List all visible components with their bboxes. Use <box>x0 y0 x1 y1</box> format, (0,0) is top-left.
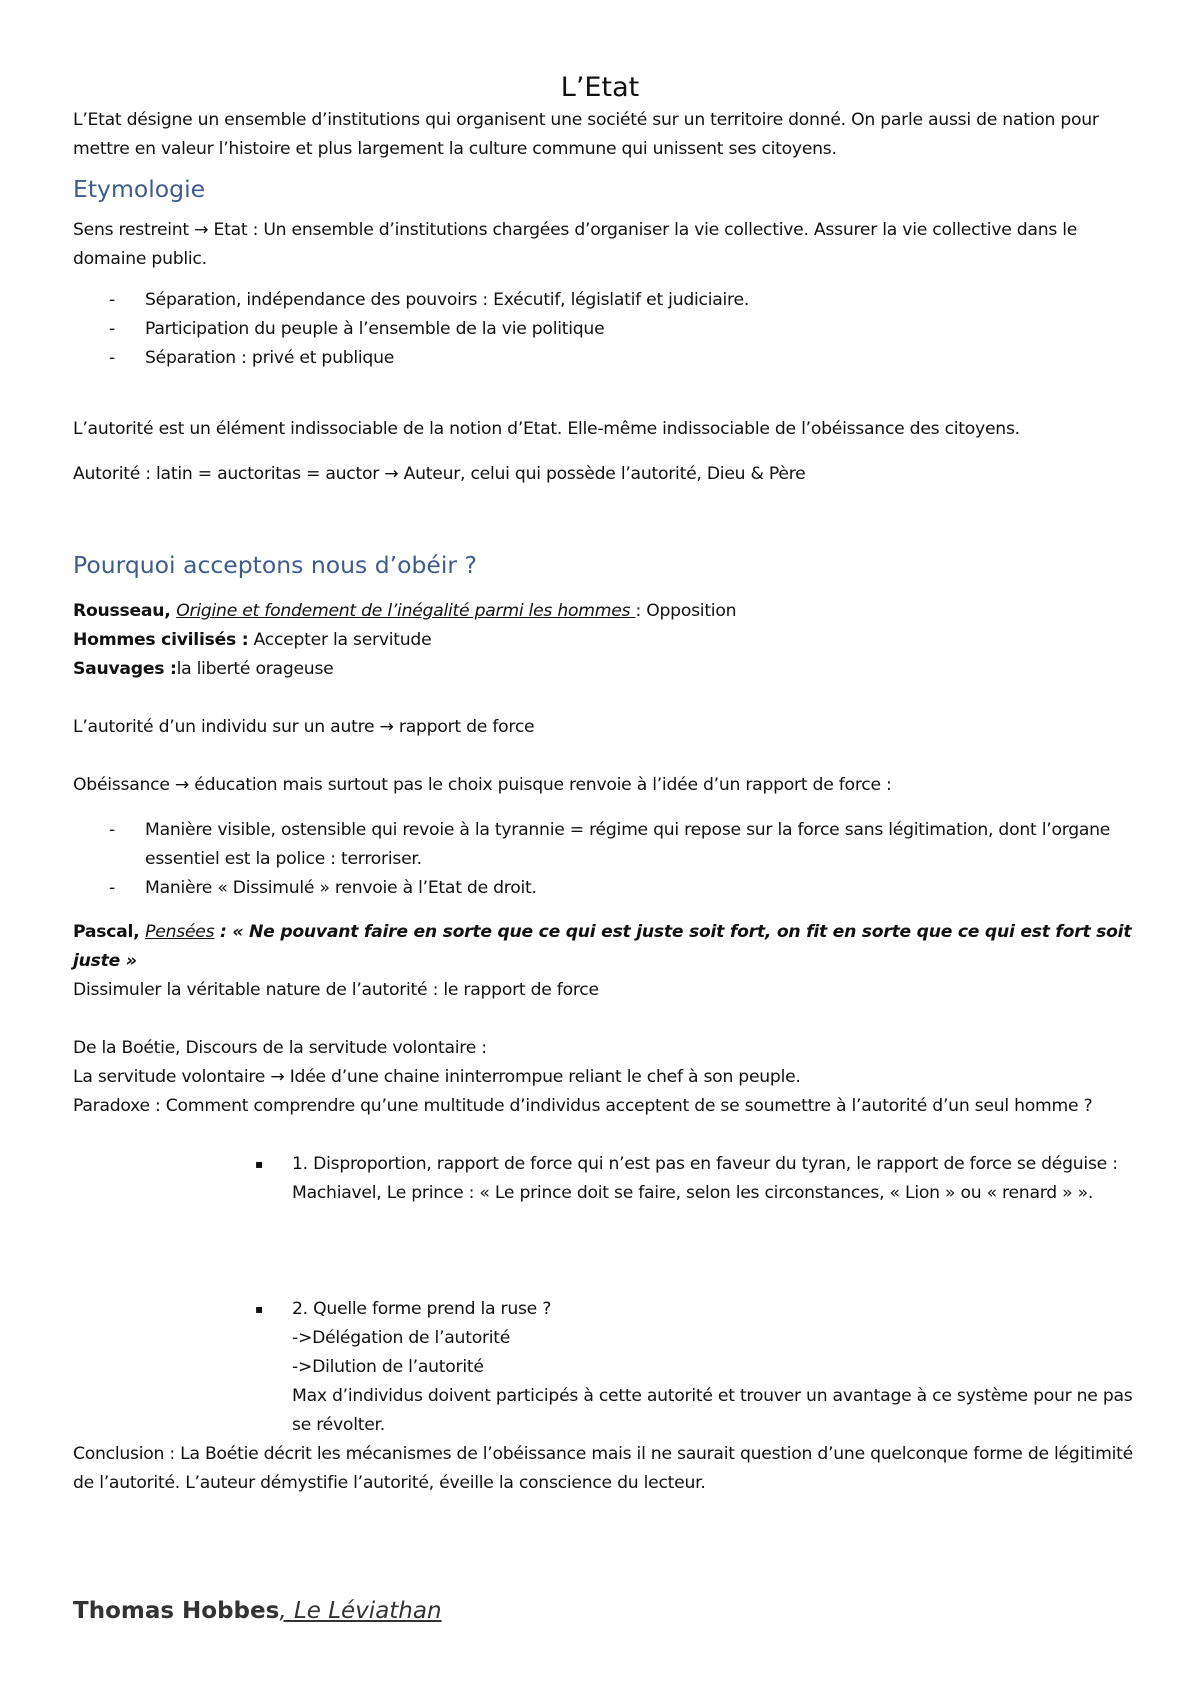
list-item-text: Participation du peuple à l’ensemble de la vie politique <box>145 319 605 339</box>
point-2-dilution: ->Dilution de l’autorité <box>292 1357 484 1377</box>
obeissance-result: éducation mais surtout pas le choix puisque renvoie à l’idée d’un rapport de force : <box>189 775 892 795</box>
manieres-list <box>73 816 1133 903</box>
list-item <box>73 874 1133 903</box>
list-item-text: Manière visible, ostensible qui revoie à la tyrannie = régime qui repose sur la force sans légitimation, dont l’organe essentiel est la police : terroriser. <box>145 820 1111 869</box>
point-1-block <box>255 1150 1135 1208</box>
work-title: , Le Léviathan <box>279 1598 442 1624</box>
sauvages-text: la liberté orageuse <box>176 659 334 679</box>
author-pascal: Pascal, <box>73 922 146 942</box>
point-2 <box>255 1295 1135 1324</box>
work-title: Origine et fondement de l’inégalité parmi les hommes <box>176 601 636 621</box>
obeissance-line <box>73 771 1133 800</box>
arrow-icon: → <box>174 775 190 795</box>
arrow-icon: → <box>379 717 394 737</box>
sauvages-line <box>73 655 1133 684</box>
civilises-label: Hommes civilisés : <box>73 630 249 650</box>
servitude-result: Idée d’une chaine ininterrompue reliant le chef à son peuple. <box>284 1067 801 1087</box>
rousseau-line <box>73 597 1133 626</box>
point-1-text: 1. Disproportion, rapport de force qui n’est pas en faveur du tyran, le rapport de force se déguise : <box>292 1154 1118 1174</box>
square-bullet-icon: ▪ <box>255 1157 263 1171</box>
dash-bullet-icon: - <box>109 290 115 310</box>
autorite-def-meaning: Auteur, celui qui possède l’autorité, Dieu & Père <box>398 464 806 484</box>
point-1 <box>255 1150 1135 1179</box>
paradoxe-paragraph: Paradoxe : Comment comprendre qu’une multitude d’individus acceptent de se soumettre à l’autorité d’un seul homme ? <box>73 1096 1093 1116</box>
autorite-paragraph: L’autorité est un élément indissociable de la notion d’Etat. Elle-même indissociable de l’obéissance des citoyens. <box>73 419 1020 439</box>
sens-restreint-paragraph <box>73 216 1133 274</box>
heading-pourquoi-obeir: Pourquoi acceptons nous d’obéir ? <box>73 551 478 579</box>
dash-bullet-icon: - <box>109 820 115 840</box>
point-1-machiavel: Machiavel, Le prince : « Le prince doit se faire, selon les circonstances, « Lion » ou « renard » ». <box>292 1183 1094 1203</box>
civilises-line <box>73 626 1133 655</box>
individu-line <box>73 713 1133 742</box>
arrow-icon: → <box>384 464 399 484</box>
author-rousseau: Rousseau, <box>73 601 177 621</box>
list-item-text: Séparation : privé et publique <box>145 348 395 368</box>
sens-restreint-definition: Etat : Un ensemble d’institutions chargées d’organiser la vie collective. Assurer la vie collective dans le domaine public. <box>73 220 1078 269</box>
point-2-block <box>255 1295 1135 1440</box>
individu-text: L’autorité d’un individu sur un autre <box>73 717 380 737</box>
arrow-icon: → <box>270 1067 285 1087</box>
point-2-text: 2. Quelle forme prend la ruse ? <box>292 1299 552 1319</box>
intro-paragraph: L’Etat désigne un ensemble d’institutions qui organisent une société sur un territoire donné. On parle aussi de nation pour mettre en valeur l’histoire et plus largement la culture commune qui unissent ses citoyens. <box>73 110 1099 159</box>
conclusion-paragraph: Conclusion : La Boétie décrit les mécanismes de l’obéissance mais il ne saurait question d’une quelconque forme de légitimité de l’autorité. L’auteur démystifie l’autorité, éveille la conscience du lecteur. <box>73 1444 1133 1493</box>
dash-bullet-icon: - <box>109 319 115 339</box>
point-2-explication: Max d’individus doivent participés à cette autorité et trouver un avantage à ce système pour ne pas se révolter. <box>292 1386 1133 1435</box>
dissimuler-line: Dissimuler la véritable nature de l’autorité : le rapport de force <box>73 980 599 1000</box>
page-title: L’Etat <box>560 72 640 103</box>
author-hobbes: Thomas Hobbes <box>73 1598 280 1624</box>
boetie-line: De la Boétie, Discours de la servitude volontaire : <box>73 1038 487 1058</box>
civilises-text: Accepter la servitude <box>248 630 432 650</box>
etymologie-list <box>73 286 1133 373</box>
autorite-definition <box>73 460 1133 489</box>
servitude-line <box>73 1063 1133 1092</box>
pascal-quote <box>73 918 1133 976</box>
obeissance-text: Obéissance <box>73 775 175 795</box>
individu-result: rapport de force <box>393 717 535 737</box>
list-item-text: Manière « Dissimulé » renvoie à l’Etat de droit. <box>145 878 537 898</box>
work-title: Pensées <box>145 922 215 942</box>
pascal-quote-text: : « Ne pouvant faire en sorte que ce qui est juste soit fort, on fit en sorte que ce qui est fort soit juste » <box>73 922 1132 971</box>
dash-bullet-icon: - <box>109 878 115 898</box>
sens-restreint-text: Sens restreint <box>73 220 195 240</box>
servitude-text: La servitude volontaire <box>73 1067 271 1087</box>
list-item <box>73 286 1133 315</box>
arrow-icon: → <box>194 220 209 240</box>
heading-hobbes <box>73 1595 442 1627</box>
rousseau-opposition: : Opposition <box>635 601 737 621</box>
square-bullet-icon: ▪ <box>255 1302 263 1316</box>
sauvages-label: Sauvages : <box>73 659 177 679</box>
list-item <box>73 315 1133 344</box>
point-2-delegation: ->Délégation de l’autorité <box>292 1328 511 1348</box>
dash-bullet-icon: - <box>109 348 115 368</box>
list-item <box>73 816 1133 874</box>
list-item-text: Séparation, indépendance des pouvoirs : Exécutif, législatif et judiciaire. <box>145 290 750 310</box>
heading-etymologie: Etymologie <box>73 175 206 203</box>
list-item <box>73 344 1133 373</box>
autorite-def-text: Autorité : latin = auctoritas = auctor <box>73 464 385 484</box>
